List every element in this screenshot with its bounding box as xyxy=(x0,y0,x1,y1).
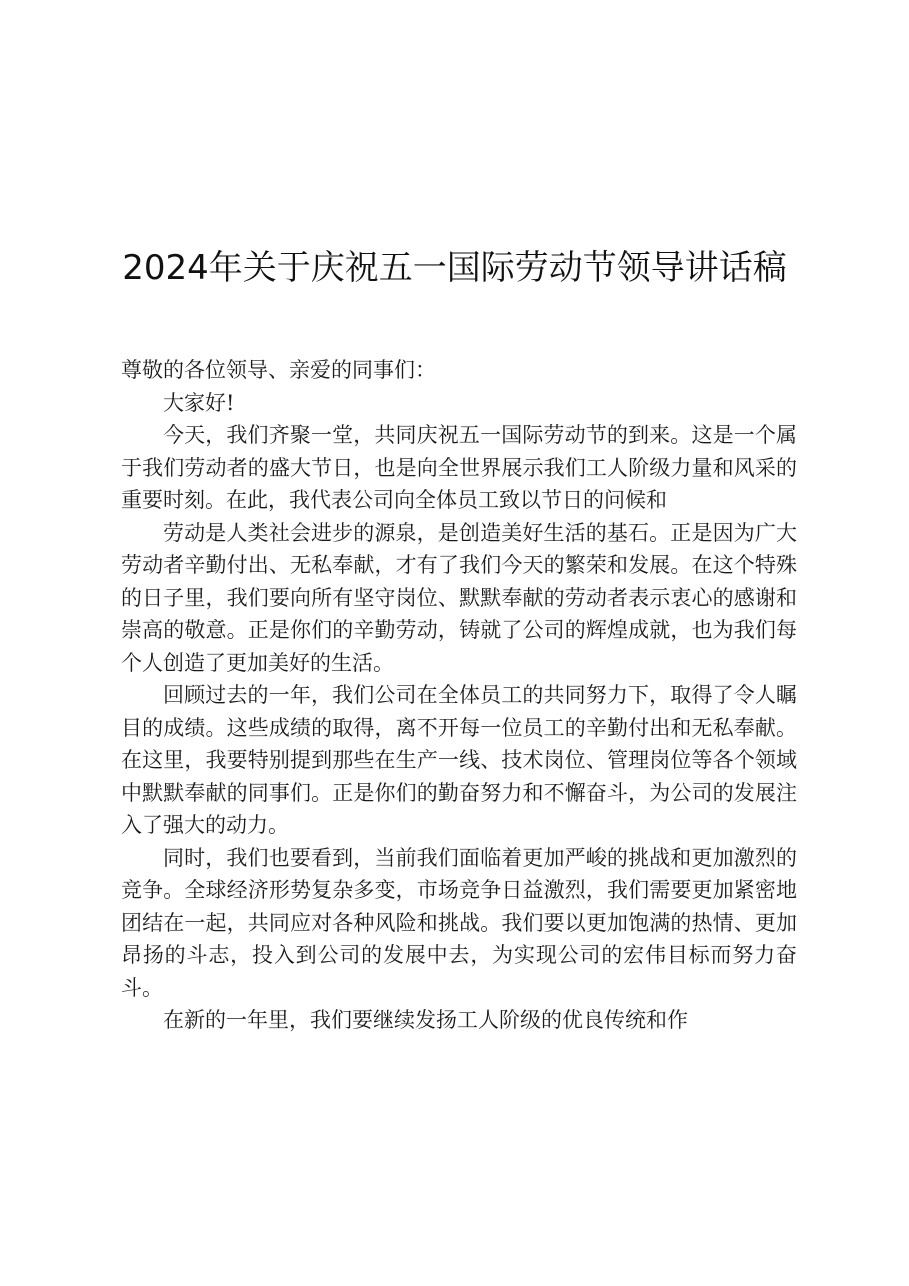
document-body xyxy=(121,354,797,1037)
paragraph: 在新的一年里，我们要继续发扬工人阶级的优良传统和作 xyxy=(163,1008,688,1032)
salutation: 尊敬的各位领导、亲爱的同事们： xyxy=(121,358,436,382)
greeting: 大家好! xyxy=(163,390,235,415)
paragraph: 今天，我们齐聚一堂，共同庆祝五一国际劳动节的到来。这是一个属于我们劳动者的盛大节日，也是向全世界展示我们工人阶级力量和风采的重要时刻。在此，我代表公司向全体员工致以节日的问候和 xyxy=(121,423,797,512)
paragraph: 劳动是人类社会进步的源泉，是创造美好生活的基石。正是因为广大劳动者辛勤付出、无私奉献，才有了我们今天的繁荣和发展。在这个特殊的日子里，我们要向所有坚守岗位、默默奉献的劳动者表示衷心的感谢和崇高的敬意。正是你们的辛勤劳动，铸就了公司的辉煌成就，也为我们每个人创造了更加美好的生活。 xyxy=(121,520,797,675)
paragraph: 回顾过去的一年，我们公司在全体员工的共同努力下，取得了令人瞩目的成绩。这些成绩的取得，离不开每一位员工的辛勤付出和无私奉献。在这里，我要特别提到那些在生产一线、技术岗位、管理岗位等各个领域中默默奉献的同事们。正是你们的勤奋努力和不懈奋斗，为公司的发展注入了强大的动力。 xyxy=(121,683,797,837)
paragraph: 同时，我们也要看到，当前我们面临着更加严峻的挑战和更加激烈的竞争。全球经济形势复杂多变，市场竞争日益激烈，我们需要更加紧密地团结在一起，共同应对各种风险和挑战。我们要以更加饱满的热情、更加昂扬的斗志，投入到公司的发展中去，为实现公司的宏伟目标而努力奋斗。 xyxy=(121,845,797,1000)
document-title: 2024年关于庆祝五一国际劳动节领导讲话稿 xyxy=(122,248,787,288)
